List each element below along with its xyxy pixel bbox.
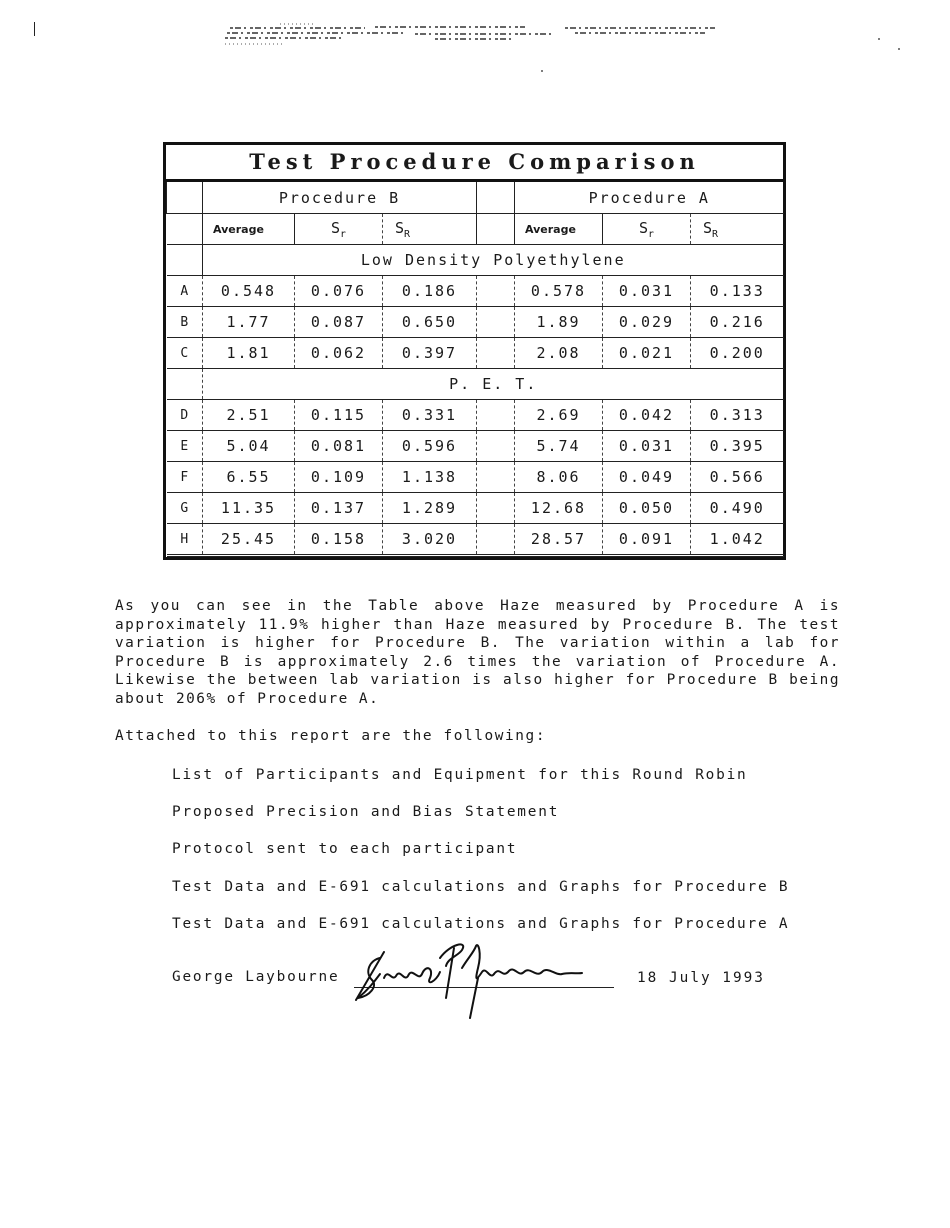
- comparison-grid: [166, 182, 784, 557]
- cell-b-average: 11.35: [203, 493, 295, 524]
- handwritten-signature: [350, 938, 590, 1020]
- cell-b-sR: 0.397: [383, 338, 477, 369]
- cell-b-sr: 0.081: [295, 431, 383, 462]
- cell-a-sR: 0.133: [691, 276, 784, 307]
- list-item: Proposed Precision and Bias Statement: [172, 804, 560, 821]
- table-row: [167, 462, 784, 493]
- cell-a-average: 8.06: [515, 462, 603, 493]
- col-sr-b: $S_r$: [295, 214, 383, 245]
- cell-a-average: 5.74: [515, 431, 603, 462]
- list-item: Test Data and E-691 calculations and Graphs for Procedure B: [172, 878, 790, 895]
- list-item: Test Data and E-691 calculations and Graphs for Procedure A: [172, 915, 790, 932]
- subheader-row: [167, 214, 784, 245]
- table-title: Test Procedure Comparison: [166, 145, 783, 182]
- cell-b-average: 2.51: [203, 400, 295, 431]
- cell-a-sR: 0.395: [691, 431, 784, 462]
- cell-a-sr: 0.031: [603, 431, 691, 462]
- cell-a-sr: 0.049: [603, 462, 691, 493]
- cell-b-average: 1.77: [203, 307, 295, 338]
- row-label: B: [167, 307, 203, 338]
- cell-a-average: 0.578: [515, 276, 603, 307]
- comparison-table: [163, 142, 786, 560]
- table-row: [167, 307, 784, 338]
- table-row: [167, 276, 784, 307]
- cell-b-sR: 1.138: [383, 462, 477, 493]
- col-sR-b: $S_R$: [383, 214, 477, 245]
- cell-b-sR: 0.186: [383, 276, 477, 307]
- scan-dot: [898, 48, 900, 50]
- cell-a-sr: 0.031: [603, 276, 691, 307]
- table-row: [167, 400, 784, 431]
- cell-a-average: 2.08: [515, 338, 603, 369]
- cell-a-sR: 0.490: [691, 493, 784, 524]
- scan-edge-mark: [34, 22, 35, 36]
- col-sr-a: $S_r$: [603, 214, 691, 245]
- scan-noise-header: [225, 22, 720, 52]
- cell-a-average: 2.69: [515, 400, 603, 431]
- cell-b-average: 5.04: [203, 431, 295, 462]
- attachments-intro: Attached to this report are the following:: [115, 728, 547, 744]
- row-label: G: [167, 493, 203, 524]
- cell-a-sr: 0.050: [603, 493, 691, 524]
- cell-b-sr: 0.115: [295, 400, 383, 431]
- row-label: H: [167, 524, 203, 556]
- list-item: List of Participants and Equipment for this Round Robin: [172, 767, 748, 783]
- col-average-b: Average: [203, 214, 295, 245]
- section-pet: P. E. T.: [203, 369, 784, 400]
- scan-dot: [878, 38, 880, 40]
- scan-dot: [541, 70, 543, 72]
- signature-date: 18 July 1993: [637, 970, 765, 986]
- cell-b-sr: 0.076: [295, 276, 383, 307]
- cell-b-sr: 0.158: [295, 524, 383, 556]
- table-row: [167, 524, 784, 556]
- summary-paragraph: As you can see in the Table above Haze measured by Procedure A is approximately 11.9% higher than Haze measured by Procedure B. The test variation is higher for Procedure B. The variation within a lab for Procedure B is approximately 2.6 times the variation of Procedure A. Likewise the between lab variation is also higher for Procedure B being about 206% of Procedure A.: [115, 598, 840, 707]
- attachments-list: [172, 766, 789, 952]
- cell-b-sr: 0.087: [295, 307, 383, 338]
- section-row: [167, 369, 784, 400]
- cell-b-sR: 0.596: [383, 431, 477, 462]
- cell-b-sr: 0.062: [295, 338, 383, 369]
- list-item: Protocol sent to each participant: [172, 841, 518, 858]
- cell-b-average: 0.548: [203, 276, 295, 307]
- row-label: C: [167, 338, 203, 369]
- cell-a-average: 1.89: [515, 307, 603, 338]
- row-label: D: [167, 400, 203, 431]
- table-row: [167, 493, 784, 524]
- table-row: [167, 431, 784, 462]
- cell-b-average: 25.45: [203, 524, 295, 556]
- cell-b-sR: 0.650: [383, 307, 477, 338]
- cell-b-average: 1.81: [203, 338, 295, 369]
- cell-b-sr: 0.109: [295, 462, 383, 493]
- cell-a-sr: 0.091: [603, 524, 691, 556]
- col-sR-a: $S_R$: [691, 214, 784, 245]
- group-header-row: [167, 182, 784, 214]
- cell-b-sR: 1.289: [383, 493, 477, 524]
- table-row: [167, 338, 784, 369]
- signatory-name: George Laybourne: [172, 969, 340, 985]
- cell-a-sr: 0.042: [603, 400, 691, 431]
- cell-a-average: 28.57: [515, 524, 603, 556]
- cell-a-average: 12.68: [515, 493, 603, 524]
- cell-a-sr: 0.029: [603, 307, 691, 338]
- cell-b-sr: 0.137: [295, 493, 383, 524]
- cell-a-sR: 0.313: [691, 400, 784, 431]
- cell-a-sr: 0.021: [603, 338, 691, 369]
- group-procedure-a: Procedure A: [515, 182, 784, 214]
- row-label: F: [167, 462, 203, 493]
- section-ldpe: Low Density Polyethylene: [203, 245, 784, 276]
- cell-a-sR: 0.566: [691, 462, 784, 493]
- cell-b-sR: 0.331: [383, 400, 477, 431]
- col-average-a: Average: [515, 214, 603, 245]
- cell-a-sR: 1.042: [691, 524, 784, 556]
- cell-a-sR: 0.200: [691, 338, 784, 369]
- section-row: [167, 245, 784, 276]
- row-label: E: [167, 431, 203, 462]
- cell-b-sR: 3.020: [383, 524, 477, 556]
- cell-b-average: 6.55: [203, 462, 295, 493]
- group-procedure-b: Procedure B: [203, 182, 477, 214]
- cell-a-sR: 0.216: [691, 307, 784, 338]
- row-label: A: [167, 276, 203, 307]
